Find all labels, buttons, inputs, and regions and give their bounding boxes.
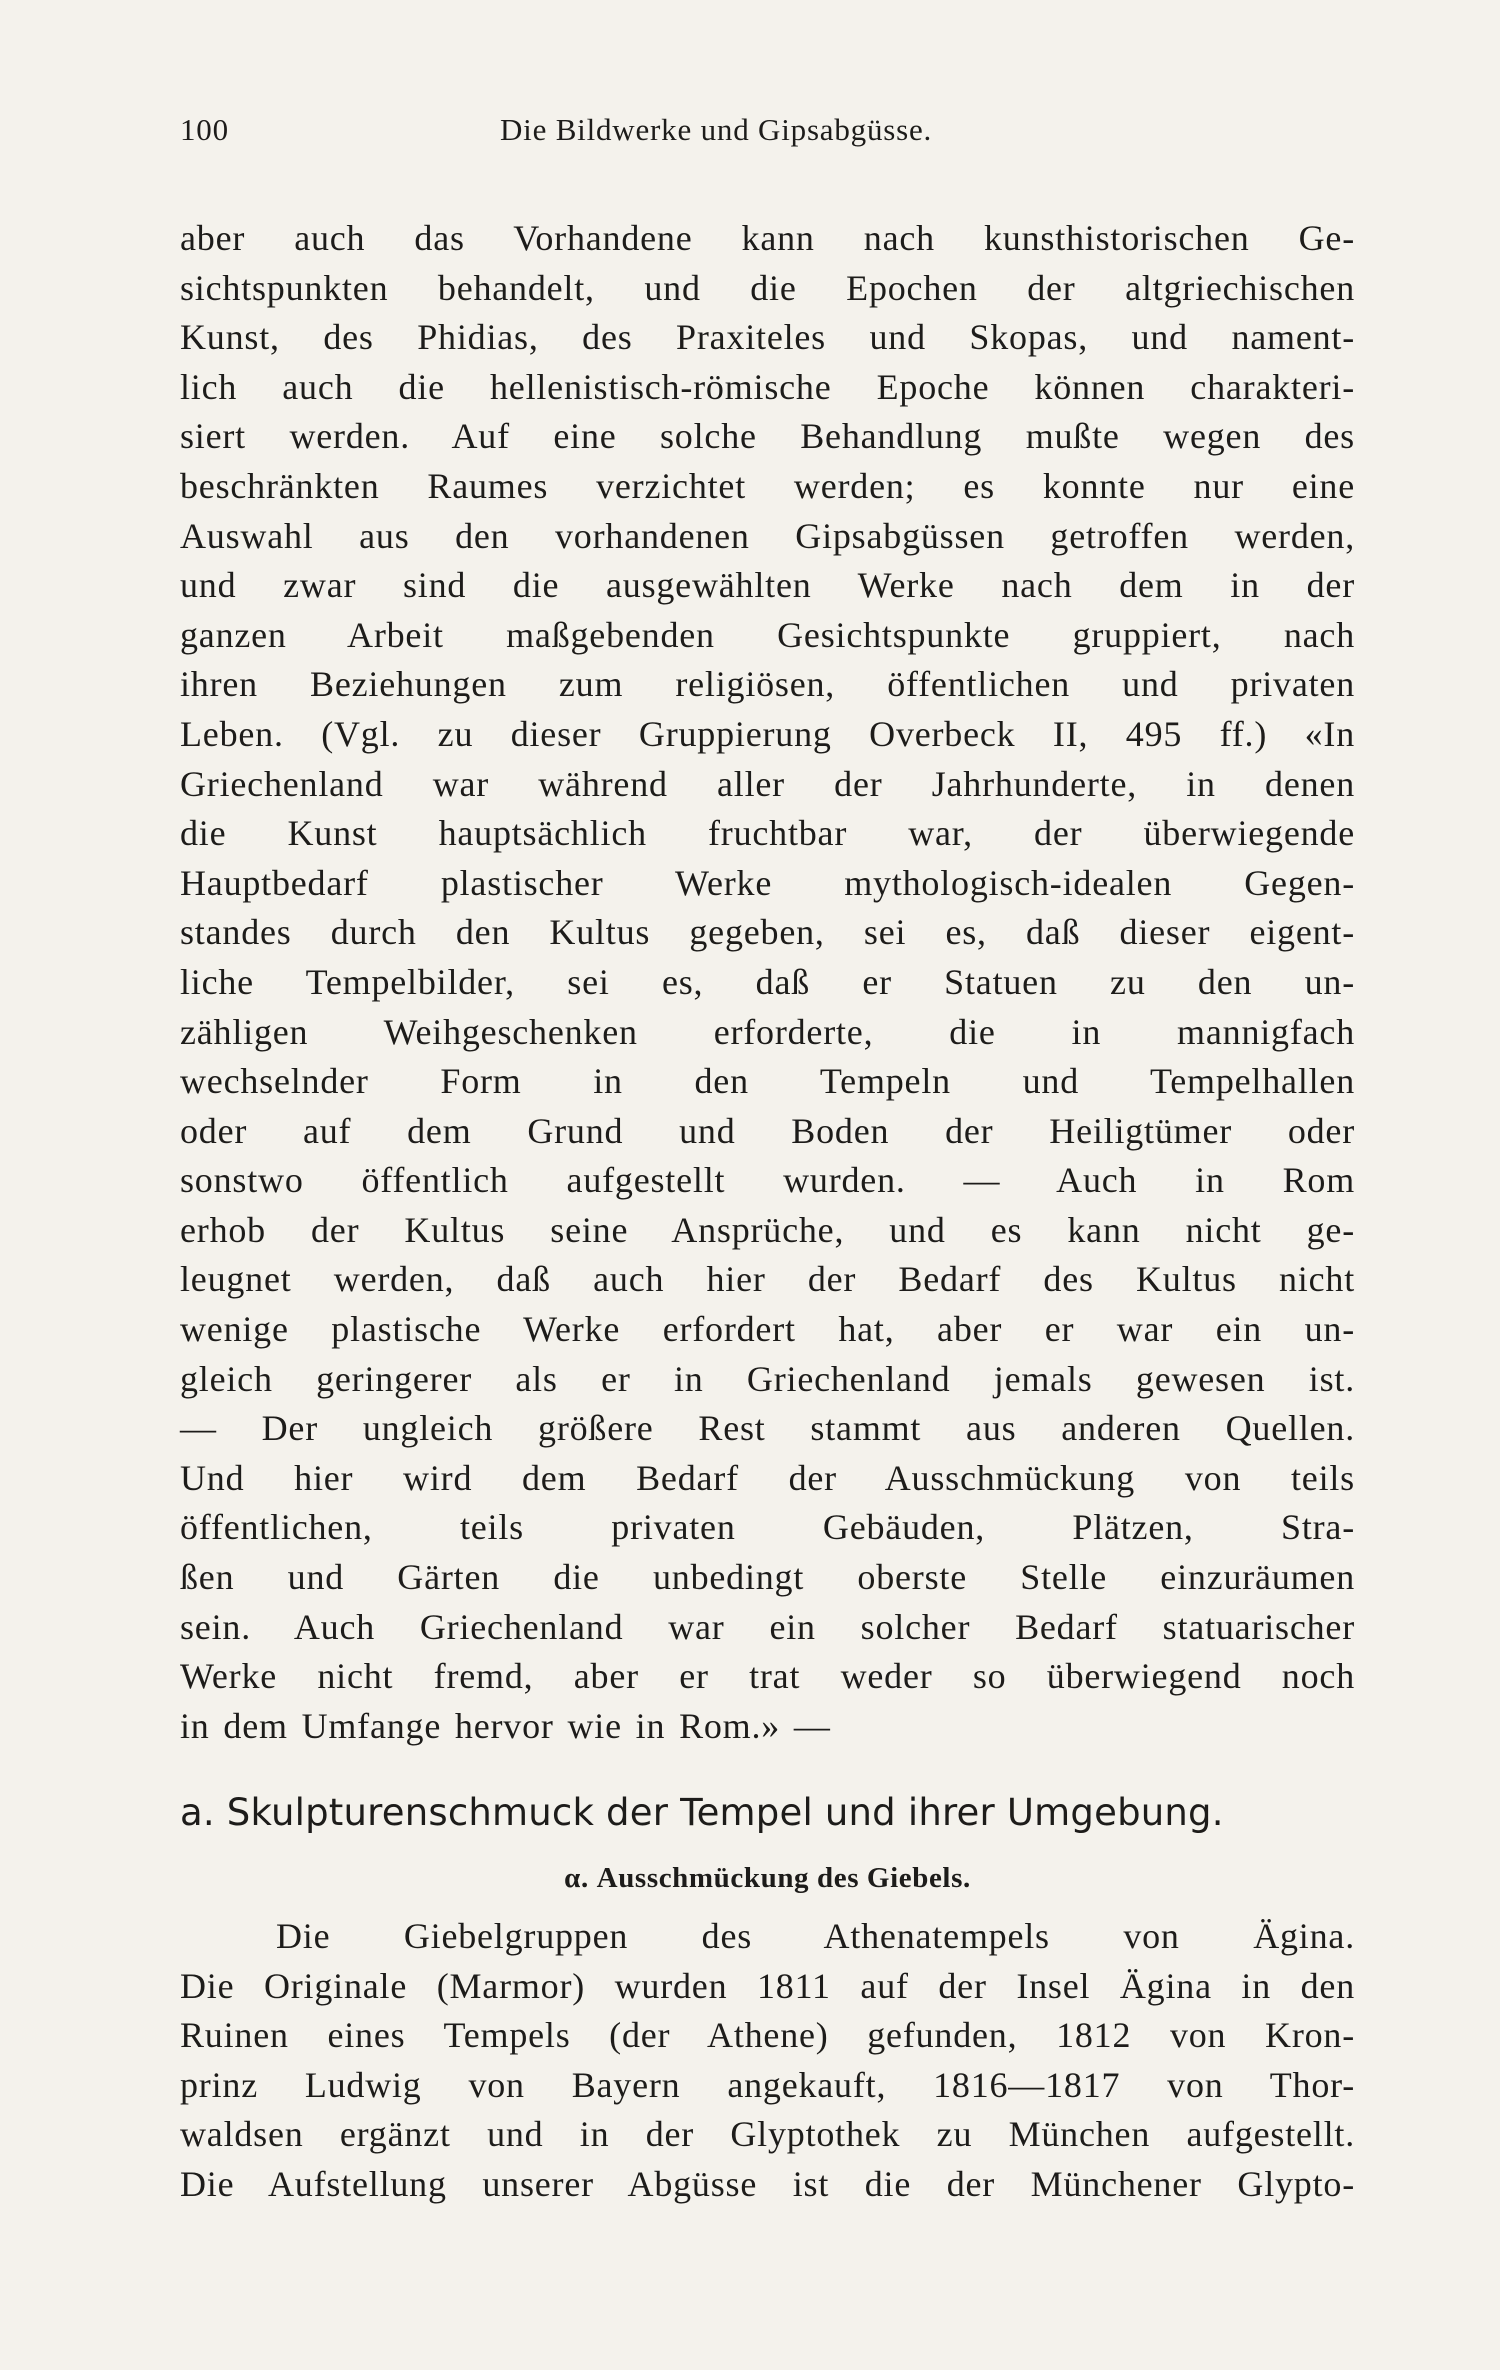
text-line: beschränkten Raumes verzichtet werden; es konnte nur eine bbox=[180, 465, 1355, 506]
text-line: gleich geringerer als er in Griechenland jemals gewesen ist. bbox=[180, 1358, 1355, 1399]
text-line: lich auch die hellenistisch-römische Epoche können charakteri- bbox=[180, 366, 1355, 407]
text-line: zähligen Weihgeschenken erforderte, die in mannigfach bbox=[180, 1011, 1355, 1052]
text-line: siert werden. Auf eine solche Behandlung mußte wegen des bbox=[180, 416, 1355, 457]
running-title: Die Bildwerke und Gipsabgüsse. bbox=[500, 112, 933, 147]
text-line: in dem Umfange hervor wie in Rom.» — bbox=[180, 1705, 831, 1746]
text-line: Und hier wird dem Bedarf der Ausschmückung von teils bbox=[180, 1457, 1355, 1498]
text-line: Ruinen eines Tempels (der Athene) gefunden, 1812 von Kron- bbox=[180, 2015, 1355, 2056]
text-line: oder auf dem Grund und Boden der Heiligtümer oder bbox=[180, 1110, 1355, 1151]
text-line: die Kunst hauptsächlich fruchtbar war, der überwiegende bbox=[180, 813, 1355, 854]
text-line: liche Tempelbilder, sei es, daß er Statuen zu den un- bbox=[180, 961, 1355, 1002]
text-line: Hauptbedarf plastischer Werke mythologisch-idealen Gegen- bbox=[180, 862, 1355, 903]
text-line: Die Aufstellung unserer Abgüsse ist die der Münchener Glypto- bbox=[180, 2163, 1355, 2204]
text-line: standes durch den Kultus gegeben, sei es, daß dieser eigent- bbox=[180, 912, 1355, 953]
text-line: Die Originale (Marmor) wurden 1811 auf der Insel Ägina in den bbox=[180, 1965, 1355, 2006]
text-line: wechselnder Form in den Tempeln und Tempelhallen bbox=[180, 1061, 1355, 1102]
text-line: Werke nicht fremd, aber er trat weder so überwiegend noch bbox=[180, 1656, 1355, 1697]
text-line: prinz Ludwig von Bayern angekauft, 1816—1817 von Thor- bbox=[180, 2064, 1355, 2105]
text-line: sonstwo öffentlich aufgestellt wurden. — Auch in Rom bbox=[180, 1160, 1355, 1201]
text-line: sein. Auch Griechenland war ein solcher Bedarf statuarischer bbox=[180, 1606, 1355, 1647]
text-line: öffentlichen, teils privaten Gebäuden, Plätzen, Stra- bbox=[180, 1507, 1355, 1548]
text-line: Kunst, des Phidias, des Praxiteles und Skopas, und nament- bbox=[180, 317, 1355, 358]
text-line: Die Giebelgruppen des Athenatempels von Ägina. bbox=[276, 1916, 1355, 1956]
text-line: ihren Beziehungen zum religiösen, öffentlichen und privaten bbox=[180, 664, 1355, 705]
text-line: ganzen Arbeit maßgebenden Gesichtspunkte gruppiert, nach bbox=[180, 614, 1355, 655]
text-line: sichtspunkten behandelt, und die Epochen der altgriechischen bbox=[180, 267, 1355, 308]
text-line: Leben. (Vgl. zu dieser Gruppierung Overbeck II, 495 ff.) «In bbox=[180, 713, 1355, 754]
paragraph-aegina bbox=[180, 1912, 1355, 2210]
text-line: wenige plastische Werke erfordert hat, aber er war ein un- bbox=[180, 1309, 1355, 1350]
text-line: erhob der Kultus seine Ansprüche, und es kann nicht ge- bbox=[180, 1209, 1355, 1250]
text-line: Griechenland war während aller der Jahrhunderte, in denen bbox=[180, 763, 1355, 804]
text-line: leugnet werden, daß auch hier der Bedarf des Kultus nicht bbox=[180, 1259, 1355, 1300]
section-heading: a. Skulpturenschmuck der Tempel und ihrer Umgebung. bbox=[180, 1791, 1224, 1834]
text-line: — Der ungleich größere Rest stammt aus anderen Quellen. bbox=[180, 1408, 1355, 1449]
text-line: aber auch das Vorhandene kann nach kunsthistorischen Ge- bbox=[180, 218, 1355, 258]
text-line: Auswahl aus den vorhandenen Gipsabgüssen getroffen werden, bbox=[180, 515, 1355, 556]
text-line: waldsen ergänzt und in der Glyptothek zu München aufgestellt. bbox=[180, 2114, 1355, 2155]
paragraph-main bbox=[180, 214, 1355, 1751]
page-number: 100 bbox=[180, 112, 229, 147]
text-line: ßen und Gärten die unbedingt oberste Stelle einzuräumen bbox=[180, 1557, 1355, 1598]
subsection-heading: α. Ausschmückung des Giebels. bbox=[564, 1862, 971, 1894]
running-head bbox=[180, 112, 1355, 162]
text-line: und zwar sind die ausgewählten Werke nach dem in der bbox=[180, 565, 1355, 606]
